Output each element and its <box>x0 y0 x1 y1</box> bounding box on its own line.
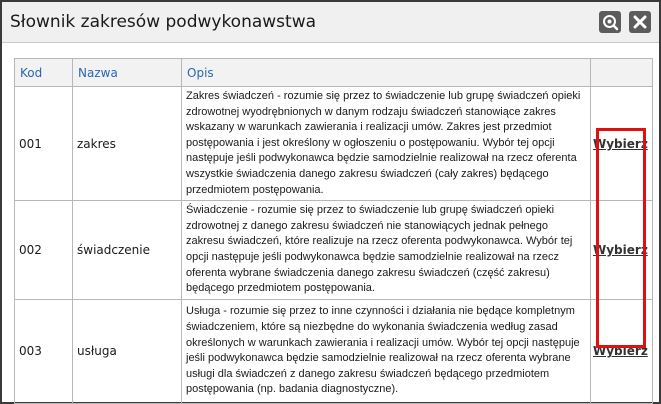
dialog-titlebar <box>2 2 659 43</box>
scope-table <box>14 58 653 404</box>
table-row <box>15 201 653 300</box>
row-nazwa: usługa <box>73 299 182 403</box>
dialog-title: Słownik zakresów podwykonawstwa <box>10 12 317 32</box>
row-opis: Zakres świadczeń - rozumie się przez to świadczenie lub grupę świadczeń opieki zdrowotnej wyodrębnionych w danym rodzaju świadczeń stanowiące zakres wskazany w warunkach zawierania i realizacji umów. Zakres jest przedmiot postępowania i jest określony w ogłoszeniu o postępowaniu. Wybór tej opcji następuje jeśli podwykonawca będzie samodzielnie realizował na rzecz oferenta wszystkie świadczenia danego zakresu świadczeń (cały zakres) będącego przedmiotem postępowania. <box>182 87 591 201</box>
row-kod: 002 <box>15 201 73 300</box>
row-kod: 003 <box>15 299 73 403</box>
select-link[interactable]: Wybierz <box>593 242 648 257</box>
search-refresh-icon <box>599 11 621 33</box>
row-action-cell <box>591 87 653 201</box>
table-row <box>15 299 653 403</box>
row-action-cell <box>591 299 653 403</box>
row-nazwa: świadczenie <box>73 201 182 300</box>
column-header-nazwa[interactable]: Nazwa <box>73 59 182 87</box>
row-opis: Usługa - rozumie się przez to inne czynności i działania nie będące kompletnym świadczeniem, które są niezbędne do wykonania świadczenia według zasad określonych w warunkach zawierania i realizacji umów. Wybór tej opcji następuje jeśli podwykonawca będzie samodzielnie realizował na rzecz oferenta wybrane usługi dla świadczeń z danego zakresu świadczeń będącego przedmiotem postępowania (np. badania diagnostyczne). <box>182 299 591 403</box>
select-link[interactable]: Wybierz <box>593 136 648 151</box>
row-opis: Świadczenie - rozumie się przez to świadczenie lub grupę świadczeń opieki zdrowotnej z danego zakresu świadczeń nie stanowiących jednak pełnego zakresu świadczeń, które realizuje na rzecz oferenta podwykonawca. Wybór tej opcji następuje jeśli podwykonawca będzie samodzielnie realizował na rzecz oferenta wybrane świadczenia danego zakresu świadczeń (część zakresu) będącego przedmiotem postępowania. <box>182 201 591 300</box>
row-action-cell <box>591 201 653 300</box>
row-kod: 001 <box>15 87 73 201</box>
select-link[interactable]: Wybierz <box>593 344 648 359</box>
refresh-button[interactable] <box>599 11 621 33</box>
close-button[interactable] <box>629 11 651 33</box>
close-icon <box>629 11 651 33</box>
column-header-opis[interactable]: Opis <box>182 59 591 87</box>
column-header-kod[interactable]: Kod <box>15 59 73 87</box>
table-row <box>15 87 653 201</box>
table-header-row <box>15 59 653 87</box>
row-nazwa: zakres <box>73 87 182 201</box>
column-header-action <box>591 59 653 87</box>
